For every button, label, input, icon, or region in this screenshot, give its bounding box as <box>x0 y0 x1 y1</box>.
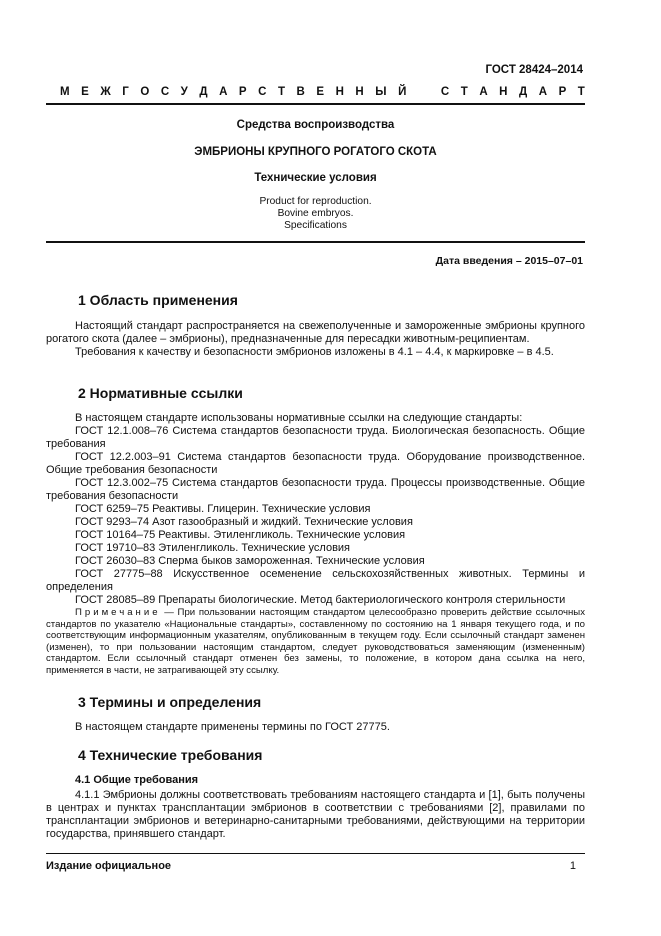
reference-item: ГОСТ 27775–88 Искусственное осеменение сельскохозяйственных животных. Термины и определения <box>46 568 585 593</box>
paragraph: В настоящем стандарте применены термины по ГОСТ 27775. <box>75 721 390 733</box>
banner-letter: А <box>219 86 228 98</box>
section-body <box>46 320 585 359</box>
banner-letter: Д <box>199 86 208 98</box>
section-body <box>46 412 585 676</box>
banner-letter: Н <box>335 86 344 98</box>
reference-item: ГОСТ 26030–83 Сперма быков замороженная. Технические условия <box>75 555 425 567</box>
banner-letter: Ы <box>375 86 387 98</box>
banner-letter: Г <box>122 86 129 98</box>
banner-letter: В <box>296 86 305 98</box>
banner-letter: С <box>160 86 170 98</box>
note-text: — При пользовании настоящим стандартом целесообразно проверить действие ссылочных стандартов по указателю «Национальные стандарты», составленному по состоянию на 1 января текущего года, и по соответствующим информационным указателям, опубликованным в текущем году. Если ссылочный стандарт заменен (изменен), то при пользовании настоящим стандартом, следует руководствоваться заменяющим (измененным) стандартом. Если ссылочный стандарт отменен без замены, то положение, в котором дана ссылка на него, применяется в части, не затрагивающей эту ссылку. <box>46 607 585 676</box>
section-heading: 3 Термины и определения <box>78 694 262 710</box>
document-subtitle: Технические условия <box>254 172 377 184</box>
paragraph: Требования к качеству и безопасности эмбрионов изложены в 4.1 – 4.4, к маркировке – в 4.5. <box>75 346 554 358</box>
document-title: ЭМБРИОНЫ КРУПНОГО РОГАТОГО СКОТА <box>194 146 437 158</box>
section-body <box>46 789 585 841</box>
reference-item: ГОСТ 12.3.002–75 Система стандартов безопасности труда. Процессы производственные. Общие требования безопасности <box>46 477 585 502</box>
title-rule <box>46 241 585 243</box>
reference-item: ГОСТ 6259–75 Реактивы. Глицерин. Технические условия <box>75 503 371 515</box>
banner-letter: Р <box>558 86 567 98</box>
banner-letter: Т <box>577 86 585 98</box>
english-line: Specifications <box>284 220 347 231</box>
banner-letter: Н <box>499 86 508 98</box>
banner-letter: Е <box>81 86 89 98</box>
section-body <box>46 721 585 734</box>
section-heading: 4 Технические требования <box>78 747 263 763</box>
official-edition-label: Издание официальное <box>46 860 172 872</box>
reference-item: ГОСТ 9293–74 Азот газообразный и жидкий. Технические условия <box>75 516 413 528</box>
banner-letter: У <box>180 86 188 98</box>
document-category: Средства воспроизводства <box>236 119 395 131</box>
banner-letter: Е <box>316 86 325 98</box>
banner-letter: Т <box>277 86 285 98</box>
banner-letter: А <box>479 86 488 98</box>
note <box>46 607 585 676</box>
top-rule <box>46 103 585 105</box>
banner-letter: Р <box>238 86 247 98</box>
banner-letter: Н <box>355 86 364 98</box>
english-line: Product for reproduction. <box>259 196 372 207</box>
banner-letter: А <box>538 86 548 98</box>
introduction-date: Дата введения – 2015–07–01 <box>435 255 583 267</box>
banner-letter: О <box>140 86 150 98</box>
paragraph: Настоящий стандарт распространяется на свежеполученные и замороженные эмбрионы крупного рогатого скота (далее – эмбрионы), предназначенные для пересадки животным-реципиентам. <box>46 320 585 345</box>
banner-letter: Т <box>460 86 468 98</box>
banner-letter: Й <box>398 86 407 98</box>
section-heading: 2 Нормативные ссылки <box>78 385 243 401</box>
paragraph: В настоящем стандарте использованы нормативные ссылки на следующие стандарты: <box>75 412 523 424</box>
subsection-heading: 4.1 Общие требования <box>75 774 199 786</box>
banner-letter: С <box>258 86 267 98</box>
english-title <box>46 196 585 232</box>
paragraph: 4.1.1 Эмбрионы должны соответствовать требованиям настоящего стандарта и [1], быть получены в центрах и пунктах трансплантации эмбрионов в соответствии с требованиями [2], правилами по трансплантации эмбрионов и ветеринарно-санитарными требованиями, действующими на территории государства, принявшего стандарт. <box>46 789 585 840</box>
reference-item: ГОСТ 12.2.003–91 Система стандартов безопасности труда. Оборудование производственное. Общие требования безопасности <box>46 451 585 476</box>
interstate-standard-banner <box>60 86 585 98</box>
banner-letter: Д <box>519 86 528 98</box>
banner-letter: М <box>60 86 70 98</box>
section-heading: 1 Область применения <box>78 292 238 308</box>
page-number: 1 <box>569 860 576 872</box>
reference-item: ГОСТ 28085–89 Препараты биологические. Метод бактериологического контроля стерильности <box>75 594 566 606</box>
english-line: Bovine embryos. <box>277 208 354 219</box>
reference-item: ГОСТ 10164–75 Реактивы. Этиленгликоль. Технические условия <box>75 529 406 541</box>
reference-item: ГОСТ 12.1.008–76 Система стандартов безопасности труда. Биологическая безопасность. Общие требования <box>46 425 585 450</box>
note-label: Примечание <box>75 607 161 618</box>
reference-item: ГОСТ 19710–83 Этиленгликоль. Технические условия <box>75 542 351 554</box>
footer-rule <box>46 853 585 854</box>
gost-code: ГОСТ 28424–2014 <box>485 64 583 76</box>
banner-letter: Ж <box>100 86 111 98</box>
banner-letter: С <box>440 86 450 98</box>
